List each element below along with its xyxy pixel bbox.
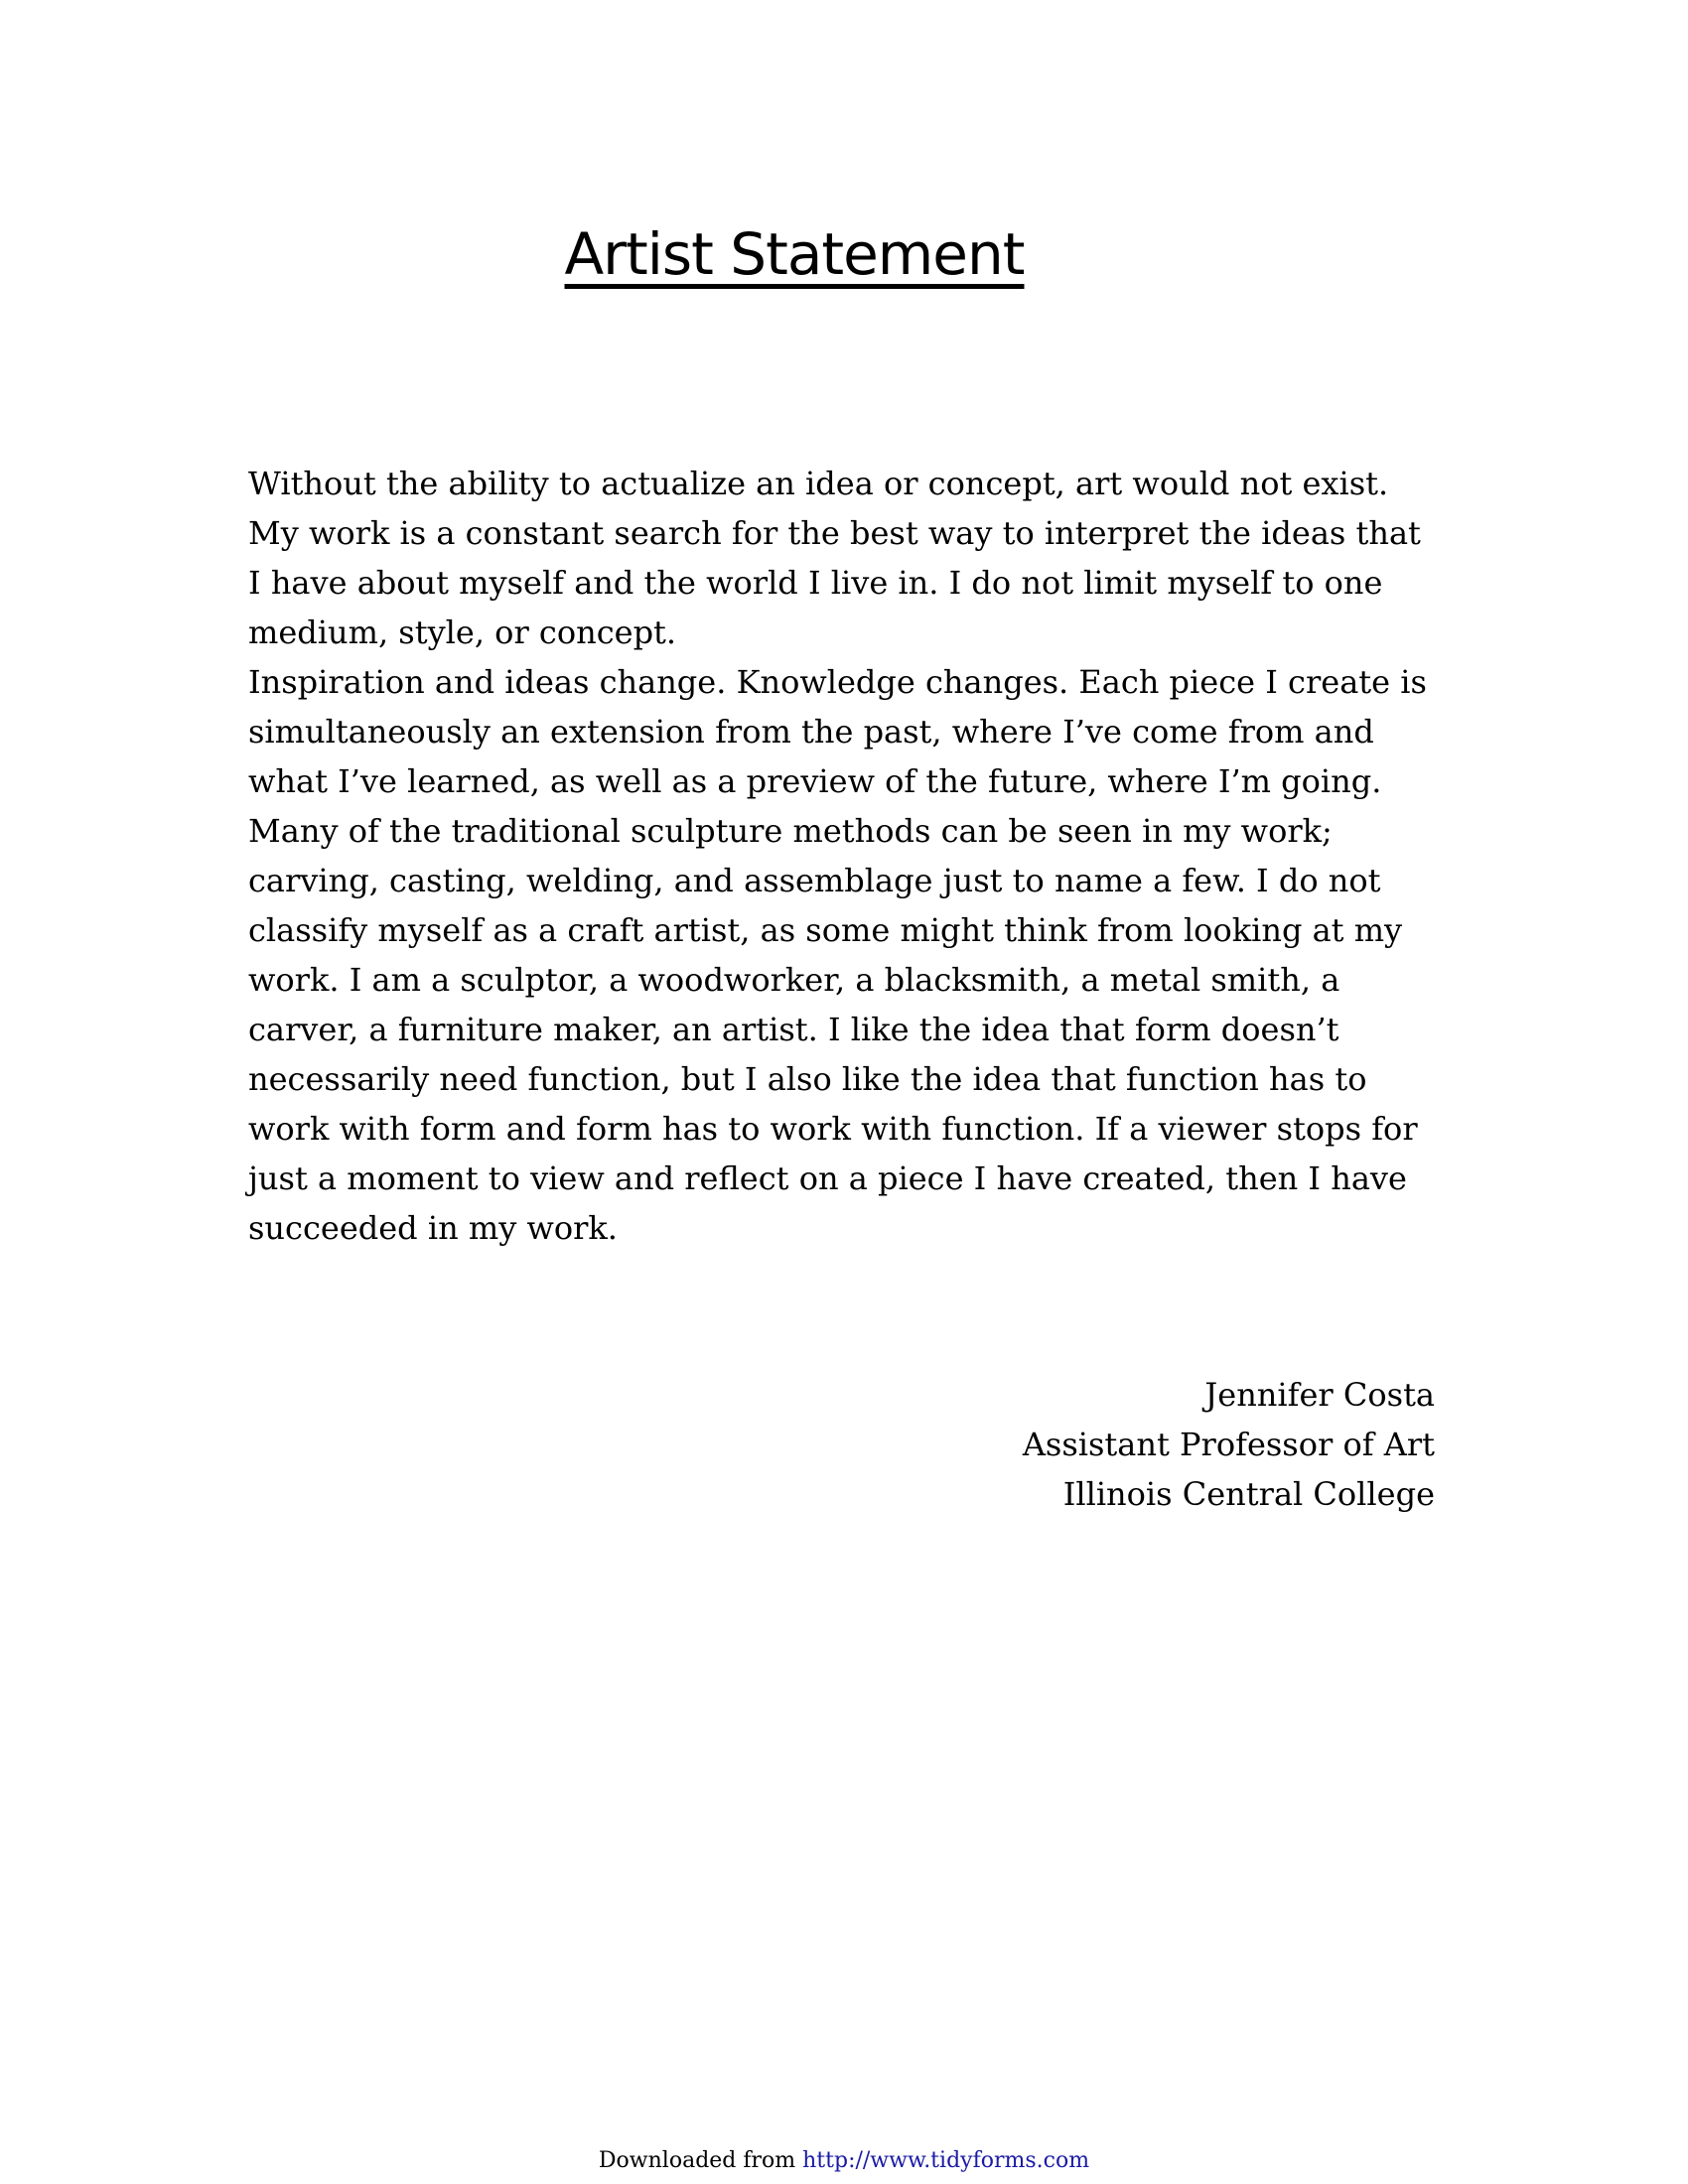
statement-body xyxy=(248,459,1440,1247)
signature-position: Assistant Professor of Art xyxy=(1022,1426,1435,1463)
signature-name: Jennifer Costa xyxy=(1204,1376,1435,1414)
footer-link[interactable]: http://www.tidyforms.com xyxy=(802,2148,1090,2173)
signature-block xyxy=(839,1370,1435,1519)
signature-institution: Illinois Central College xyxy=(1062,1475,1435,1513)
statement-paragraph-1: Without the ability to actualize an idea or concept, art would not exist. My work is a constant search for the best way to interpret the ideas that I have about myself and the world I live in. I do not limit myself to one medium, style, or concept. xyxy=(248,465,1421,651)
footer-prefix: Downloaded from xyxy=(598,2148,803,2173)
download-footer xyxy=(0,2147,1688,2175)
statement-paragraph-2: Inspiration and ideas change. Knowledge changes. Each piece I create is simultaneously an extension from the past, where I’ve come from and what I’ve learned, as well as a preview of the future, where I’m going. Many of the traditional sculpture methods can be seen in my work; carving, casting, welding, and assemblage just to name a few. I do not classify myself as a craft artist, as some might think from looking at my work. I am a sculptor, a woodworker, a blacksmith, a metal smith, a carver, a furniture maker, an artist. I like the idea that form doesn’t necessarily need function, but I also like the idea that function has to work with form and form has to work with function. If a viewer stops for just a moment to view and reflect on a piece I have created, then I have succeeded in my work. xyxy=(248,663,1427,1247)
document-title: Artist Statement xyxy=(564,220,1025,288)
